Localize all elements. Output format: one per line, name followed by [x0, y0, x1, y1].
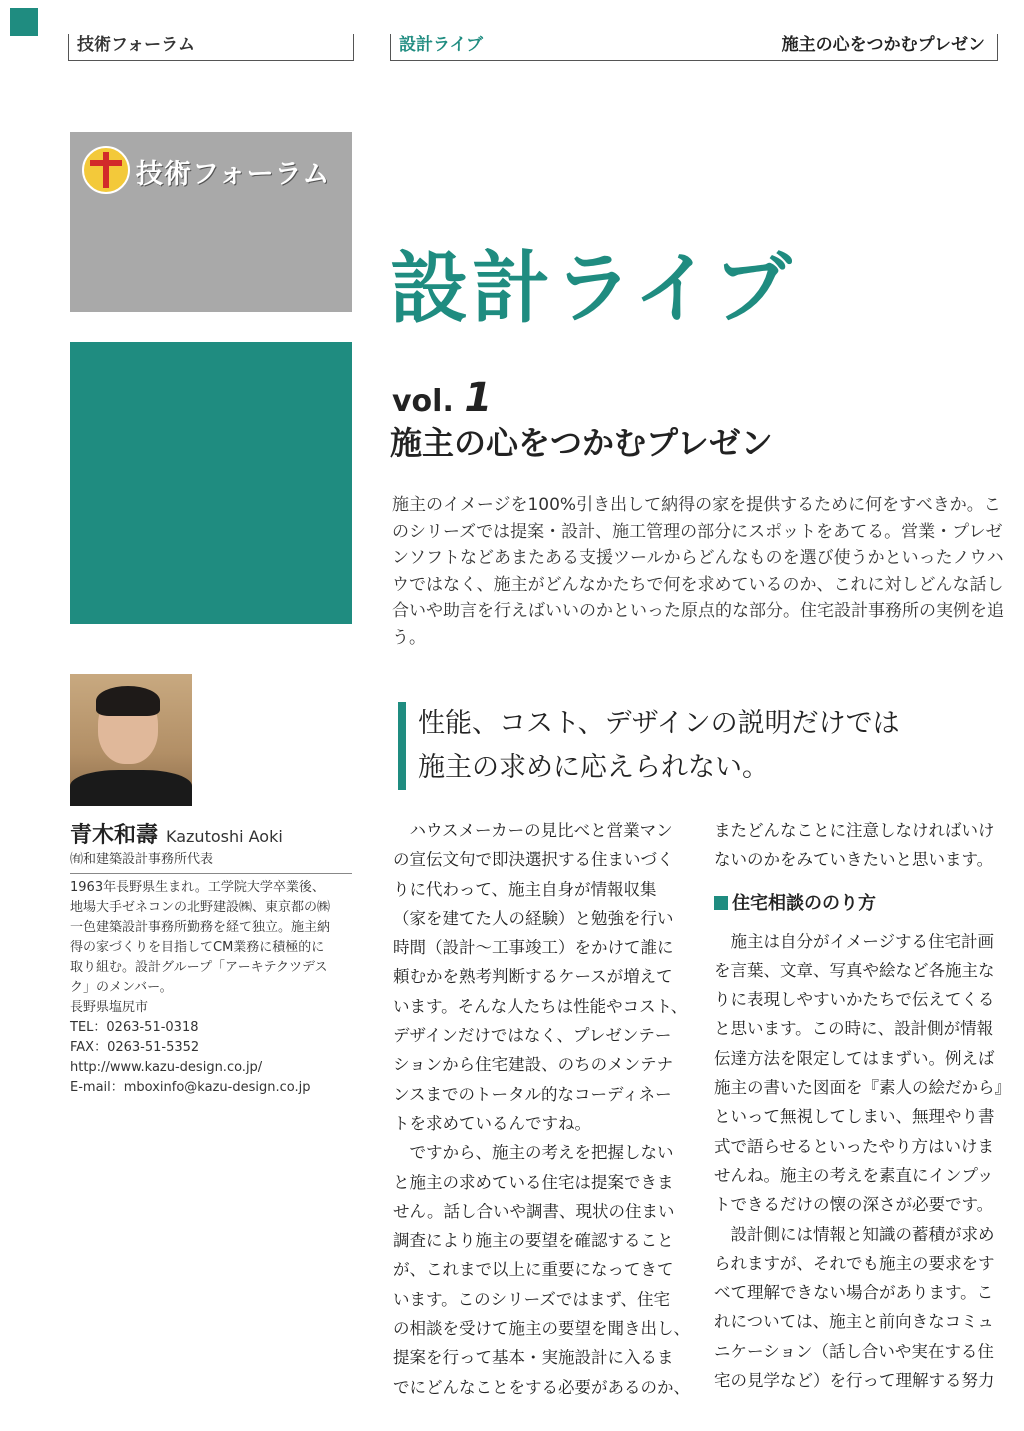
- author-bio-line: ク」のメンバー。: [70, 980, 173, 995]
- body-paragraph: [714, 1220, 1006, 1396]
- body-column-1: [393, 816, 690, 1402]
- section-heading-text: 住宅相談ののり方: [732, 892, 876, 914]
- text-line: 提案を行って基本・実施設計に入るま: [393, 1348, 674, 1368]
- decorative-teal-block: [70, 342, 352, 624]
- text-line: 伝達方法を限定してはまずい。例えば: [714, 1048, 995, 1068]
- text-line: と思います。この時に、設計側が情報: [714, 1019, 994, 1039]
- text-line: を言葉、文章、写真や絵など各施主な: [714, 960, 995, 980]
- text-line: 施主は自分がイメージする住宅計画: [714, 931, 995, 951]
- text-line: りに表現しやすいかたちで伝えてくる: [714, 990, 995, 1010]
- text-line: トを求めているんですね。: [393, 1113, 591, 1133]
- author-photo: [70, 674, 192, 806]
- author-website: http://www.kazu-design.co.jp/: [70, 1060, 263, 1075]
- body-column-2: [714, 816, 1011, 1395]
- text-line: ニケーション（話し合いや実在する住: [714, 1341, 994, 1361]
- text-line: せんね。施主の考えを素直にインプッ: [714, 1165, 994, 1185]
- author-name-roman: Kazutoshi Aoki: [166, 827, 283, 846]
- author-tel: TEL：0263-51-0318: [70, 1020, 199, 1035]
- body-paragraph: [393, 1138, 690, 1402]
- author-affiliation: ㈲和建築設計事務所代表: [70, 848, 352, 874]
- author-fax: FAX：0263-51-5352: [70, 1040, 200, 1055]
- section-heading: [714, 889, 1006, 919]
- text-line: られますが、それでも施主の要求をす: [714, 1253, 995, 1273]
- text-line: （家を建てた人の経験）と勉強を行い: [393, 908, 674, 928]
- body-paragraph: [714, 816, 1006, 875]
- text-line: ハウスメーカーの見比べと営業マン: [393, 821, 673, 840]
- text-line: といって無視してしまい、無理やり書: [714, 1107, 995, 1127]
- text-line: います。そんな人たちは性能やコスト、: [393, 996, 688, 1016]
- text-line: 設計側には情報と知識の蓄積が求め: [714, 1224, 995, 1244]
- forum-banner-title: 技術フォーラム: [136, 159, 331, 190]
- header-right-tab: [390, 34, 998, 61]
- header-left-tab: [68, 34, 354, 61]
- pull-quote: [398, 702, 900, 790]
- text-line: います。このシリーズではまず、住宅: [393, 1289, 671, 1309]
- text-line: でにどんなことをする必要があるのか、: [393, 1377, 690, 1397]
- text-line: トできるだけの懐の深さが必要です。: [714, 1195, 994, 1215]
- text-line: れについては、施主と前向きなコミュ: [714, 1312, 994, 1332]
- text-line: ションから住宅建設、のちのメンテナ: [393, 1055, 674, 1075]
- cross-circle-icon: [82, 146, 130, 194]
- author-bio-line: 1963年長野県生まれ。工学院大学卒業後、: [70, 880, 325, 895]
- author-bio: [70, 878, 355, 1098]
- text-line: ですから、施主の考えを把握しない: [393, 1143, 674, 1163]
- body-paragraph: [714, 927, 1011, 1220]
- author-bio-line: 一色建築設計事務所勤務を経て独立。施主納: [70, 920, 331, 935]
- author-name: 青木和壽: [70, 823, 159, 848]
- square-bullet-icon: [714, 896, 728, 910]
- volume-prefix: vol.: [392, 384, 454, 419]
- corner-color-mark: [10, 8, 38, 36]
- text-line: ンスまでのトータル的なコーディネー: [393, 1084, 672, 1104]
- series-title: 設計ライブ: [390, 244, 796, 334]
- text-line: ないのかをみていきたいと思います。: [714, 850, 994, 870]
- text-line: 宅の見学など）を行って理解する努力: [714, 1371, 995, 1391]
- text-line: と施主の求めている住宅は提案できま: [393, 1172, 674, 1192]
- volume-label: [392, 375, 492, 421]
- pull-quote-line: 性能、コスト、デザインの説明だけでは: [418, 708, 900, 739]
- text-line: せん。話し合いや調書、現状の住まい: [393, 1201, 675, 1221]
- author-bio-line: 地場大手ゼネコンの北野建設㈱、東京都の㈱: [70, 900, 331, 915]
- text-line: 施主の書いた図面を『素人の絵だから』: [714, 1078, 1011, 1098]
- text-line: りに代わって、施主自身が情報収集: [393, 879, 657, 899]
- author-email: E-mail：mboxinfo@kazu-design.co.jp: [70, 1080, 311, 1095]
- text-line: の相談を受けて施主の要望を聞き出し、: [393, 1319, 690, 1339]
- text-line: デザインだけではなく、プレゼンテー: [393, 1026, 672, 1046]
- body-paragraph: [393, 816, 688, 1138]
- author-location: 長野県塩尻市: [70, 1000, 149, 1015]
- text-line: またどんなことに注意しなければいけ: [714, 821, 995, 840]
- intro-paragraph: 施主のイメージを100%引き出して納得の家を提供するために何をすべきか。このシリーズでは提案・設計、施工管理の部分にスポットをあてる。営業・プレゼンソフトなどあまたある支援ツールからどんなものを選び使うかといったノウハウではなく、施主がどんなかたちで何を求めているのか、これに対しどんな話し合いや助言を行えばいいのかといった原点的な部分。住宅設計事務所の実例を追う。: [392, 495, 1004, 648]
- text-line: 式で語らせるといったやり方はいけま: [714, 1136, 995, 1156]
- header-series-label: 設計ライブ: [399, 35, 483, 55]
- header-article-label: 施主の心をつかむプレゼン: [781, 35, 985, 55]
- author-bio-line: 得の家づくりを目指してCM業務に積極的に: [70, 940, 325, 955]
- author-bio-line: 取り組む。設計グループ「アーキテクツデス: [70, 960, 328, 975]
- text-line: 頼むかを熟考判断するケースが増えて: [393, 967, 673, 987]
- text-line: べて理解できない場合があります。こ: [714, 1283, 994, 1303]
- author-name-block: [70, 818, 283, 849]
- volume-number: 1: [464, 375, 493, 421]
- text-line: 時間（設計〜工事竣工）をかけて誰に: [393, 938, 674, 958]
- text-line: 調査により施主の要望を確認すること: [393, 1231, 674, 1251]
- pull-quote-line: 施主の求めに応えられない。: [418, 752, 769, 783]
- text-line: が、これまで以上に重要になってきて: [393, 1260, 674, 1280]
- forum-banner: [70, 132, 352, 312]
- text-line: の宣伝文句で即決選択する住まいづく: [393, 850, 674, 870]
- article-subtitle: 施主の心をつかむプレゼン: [390, 424, 773, 462]
- header-forum-label: 技術フォーラム: [77, 35, 195, 55]
